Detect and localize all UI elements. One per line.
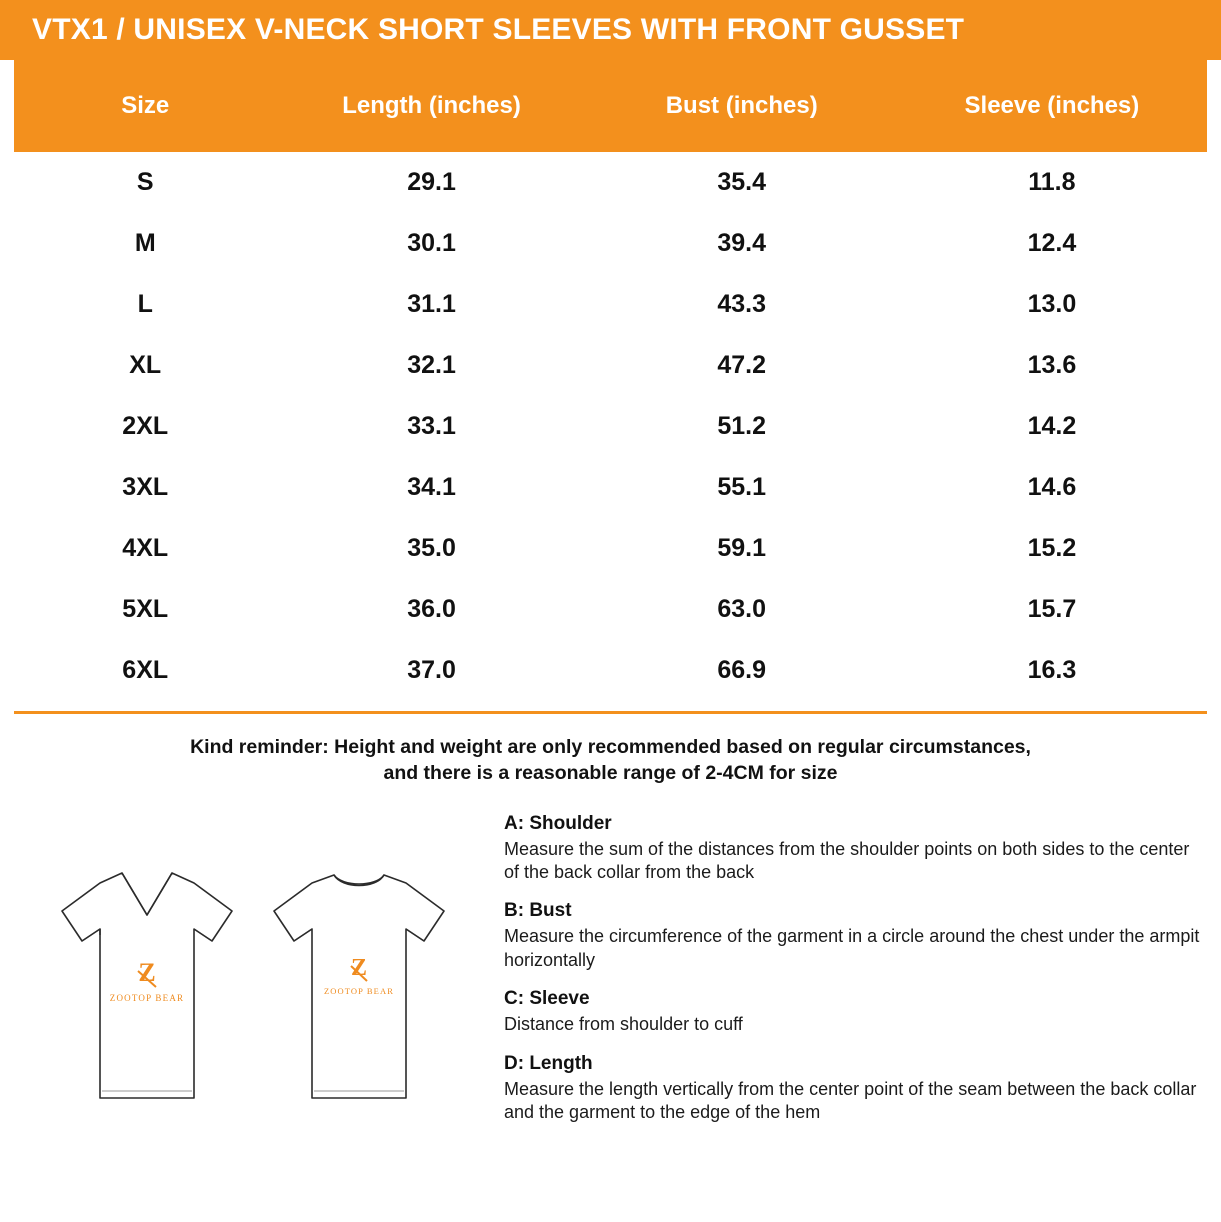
definition-title: B: Bust [504, 900, 572, 922]
cell-sleeve: 14.2 [1027, 412, 1077, 440]
definition-length [504, 1053, 1203, 1125]
table-row [14, 457, 1207, 518]
size-table-container [0, 60, 1221, 701]
cell-length: 33.1 [407, 412, 456, 440]
cell-sleeve: 15.2 [1027, 534, 1077, 562]
cell-bust: 39.4 [717, 229, 767, 257]
cell-size: 5XL [122, 595, 169, 623]
cell-sleeve: 14.6 [1027, 473, 1077, 501]
cell-sleeve: 15.7 [1027, 595, 1077, 623]
cell-size: 6XL [122, 656, 169, 684]
cell-sleeve: 16.3 [1027, 656, 1077, 684]
cell-bust: 43.3 [717, 290, 767, 318]
table-row [14, 579, 1207, 640]
cell-size: L [137, 290, 153, 318]
table-row [14, 152, 1207, 213]
table-row [14, 396, 1207, 457]
cell-bust: 59.1 [717, 534, 767, 562]
cell-length: 34.1 [407, 473, 456, 501]
shirt-front-illustration [52, 863, 242, 1113]
reminder-line-2: and there is a reasonable range of 2-4CM for size [383, 762, 838, 785]
cell-sleeve: 11.8 [1028, 168, 1076, 196]
column-header-size: Size [14, 60, 276, 152]
size-table [14, 60, 1207, 701]
measurement-definitions [488, 813, 1203, 1141]
cell-bust: 51.2 [717, 412, 767, 440]
cell-size: S [136, 168, 154, 196]
garment-illustrations [18, 813, 488, 1141]
cell-size: 4XL [122, 534, 169, 562]
definition-title: C: Sleeve [504, 988, 590, 1010]
cell-length: 37.0 [407, 656, 456, 684]
cell-sleeve: 13.0 [1027, 290, 1077, 318]
cell-length: 32.1 [407, 351, 456, 379]
brand-text: ZOOTOP BEAR [324, 985, 394, 996]
column-header-bust: Bust (inches) [587, 60, 897, 152]
reminder-line-1: Kind reminder: Height and weight are only recommended based on regular circumstances, [190, 736, 1031, 758]
table-row [14, 213, 1207, 274]
column-header-sleeve: Sleeve (inches) [897, 60, 1207, 152]
cell-bust: 66.9 [717, 656, 767, 684]
table-row [14, 274, 1207, 335]
table-row [14, 518, 1207, 579]
table-body [14, 152, 1207, 701]
definition-text: Measure the sum of the distances from the shoulder points on both sides to the center of the back collar from the back [504, 838, 1190, 883]
cell-size: 3XL [122, 473, 169, 501]
definition-text: Distance from shoulder to cuff [504, 1014, 743, 1035]
cell-sleeve: 13.6 [1027, 351, 1077, 379]
cell-length: 35.0 [407, 534, 456, 562]
page-title: VTX1 / UNISEX V-NECK SHORT SLEEVES WITH FRONT GUSSET [32, 13, 965, 46]
title-bar [0, 0, 1221, 60]
definition-shoulder [504, 813, 1203, 885]
table-row [14, 640, 1207, 701]
cell-size: 2XL [122, 412, 169, 440]
table-header-row [14, 60, 1207, 152]
cell-length: 36.0 [407, 595, 456, 623]
cell-size: XL [129, 351, 162, 379]
cell-bust: 35.4 [717, 168, 767, 196]
kind-reminder [18, 734, 1203, 787]
definition-text: Measure the circumference of the garment in a circle around the chest under the armpit horizontally [504, 926, 1200, 970]
cell-sleeve: 12.4 [1027, 229, 1077, 257]
cell-bust: 47.2 [717, 351, 767, 379]
table-header [14, 60, 1207, 152]
definition-title: A: Shoulder [504, 812, 612, 834]
logo-letter: Z [350, 954, 368, 981]
brand-text: ZOOTOP BEAR [109, 992, 185, 1003]
column-header-length: Length (inches) [276, 60, 586, 152]
cell-length: 29.1 [407, 168, 456, 196]
table-row [14, 335, 1207, 396]
shirt-back-illustration [264, 863, 454, 1113]
section-divider [14, 711, 1207, 714]
cell-length: 31.1 [407, 290, 456, 318]
logo-letter: Z [138, 957, 156, 987]
lower-section [0, 813, 1221, 1141]
definition-bust [504, 900, 1203, 972]
cell-bust: 63.0 [717, 595, 767, 623]
cell-length: 30.1 [407, 229, 456, 257]
definition-title: D: Length [504, 1052, 593, 1074]
definition-text: Measure the length vertically from the center point of the seam between the back collar and the garment to the edge of the hem [504, 1078, 1197, 1122]
cell-bust: 55.1 [717, 473, 767, 501]
cell-size: M [134, 229, 156, 257]
definition-sleeve [504, 988, 1203, 1036]
